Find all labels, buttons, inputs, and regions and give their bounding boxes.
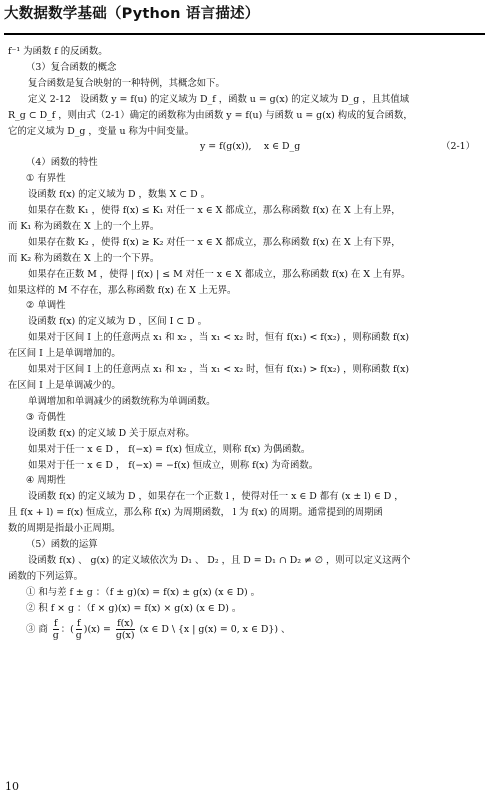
body-line: 在区间 I 上是单调减少的。 [8,380,121,392]
body-line: 如果存在数 K₁ ，使得 f(x) ≤ K₁ 对任一 x ∈ X 都成立，那么称函数 f(x) 在 X 上有上界， [28,205,401,217]
page-body [8,44,481,642]
equation-2-1 [8,139,481,155]
section-heading: （4）函数的特性 [26,157,98,169]
body-line: 设函数 f(x) 的定义域 D 关于原点对称。 [28,427,195,439]
fraction-f-over-g [53,618,59,641]
fraction-denominator: g [75,629,82,641]
body-line: 且 f(x + l) = f(x) 恒成立，那么称 f(x) 为周期函数， l 为 f(x) 的周期。通常提到的周期函 [8,507,383,519]
operation-line: ② 积 f × g ：（f × g)(x) = f(x) × g(x) (x ∈ D) 。 [26,602,242,614]
section-heading: （3）复合函数的概念 [26,61,117,73]
body-line: 如果对于任一 x ∈ D ， f(−x) = −f(x) 恒成立，则称 f(x) 为奇函数。 [28,459,319,471]
subsection-heading: ③ 奇偶性 [26,411,66,423]
fraction-numerator: f [77,617,81,629]
definition-line: 它的定义域为 D_g ，变量 u 称为中间变量。 [8,125,195,137]
definition-line: 定义 2-12 设函数 y = f(u) 的定义域为 D_f ，函数 u = g(x) 的定义域为 D_g ，且其值域 [28,93,410,105]
fraction-fx-over-gx [116,618,135,641]
operation-line: ① 和与差 f ± g ：（f ± g)(x) = f(x) ± g(x) (x ∈ D) 。 [26,586,260,598]
body-line: 如果存在正数 M ，使得 | f(x) | ≤ M 对任一 x ∈ X 都成立，那么称函数 f(x) 在 X 上有界。 [28,268,411,280]
quotient-operation [8,617,481,642]
body-line: 函数的下列运算。 [8,570,84,582]
body-line: 单调增加和单调减少的函数统称为单调函数。 [28,395,216,407]
subsection-heading: ① 有界性 [26,173,66,185]
body-line: 设函数 f(x) 的定义域为 D ，数集 X ⊂ D 。 [28,189,210,201]
body-line: 而 K₁ 称为函数在 X 上的一个上界。 [8,220,160,232]
header-title: 大数据数学基础（Python 语言描述） [4,6,260,22]
body-line: 如果存在数 K₂ ，使得 f(x) ≥ K₂ 对任一 x ∈ X 都成立，那么称函数 f(x) 在 X 上有下界， [28,236,401,248]
fraction-f-over-g-inner [76,618,82,641]
body-line: 设函数 f(x) 、 g(x) 的定义域依次为 D₁ 、 D₂ ，且 D = D₁ ∩ D₂ ≠ ∅ ，则可以定义这两个 [28,554,411,566]
equation-number: （2-1） [441,141,475,153]
body-line: 如果对于任一 x ∈ D ， f(−x) = f(x) 恒成立，则称 f(x) 为偶函数。 [28,443,311,455]
fraction-numerator: f(x) [117,617,134,629]
equation-formula: y = f(g(x)), x ∈ D_g [200,141,301,153]
body-line: f⁻¹ 为函数 f 的反函数。 [8,46,108,57]
fraction-denominator: g(x) [115,629,135,641]
body-line: 如果这样的 M 不存在，那么称函数 f(x) 在 X 上无界。 [8,284,237,296]
page-number: 10 [5,780,19,793]
body-line: 复合函数是复合映射的一种特例，其概念如下。 [28,77,225,89]
quotient-equals: )(x) = [83,623,111,635]
header-rule [4,33,485,35]
definition-line: R_g ⊂ D_f ，则由式（2-1）确定的函数称为由函数 y = f(u) 与函数 u = g(x) 构成的复合函数， [8,109,413,121]
body-line: 如果对于区间 I 上的任意两点 x₁ 和 x₂ ，当 x₁ < x₂ 时，恒有 f(x₁) < f(x₂) ，则称函数 f(x) [28,332,410,344]
body-line: 而 K₂ 称为函数在 X 上的一个下界。 [8,252,160,264]
page-header [4,2,485,30]
subsection-heading: ② 单调性 [26,300,66,312]
body-line: 在区间 I 上是单调增加的。 [8,348,121,360]
fraction-denominator: g [52,629,59,641]
body-line: 数的周期是指最小正周期。 [8,523,121,535]
quotient-domain: (x ∈ D \ {x | g(x) = 0, x ∈ D}) 、 [139,623,291,635]
quotient-colon: ：( [60,623,74,635]
body-line: 设函数 f(x) 的定义域为 D ，区间 I ⊂ D 。 [28,316,208,328]
body-line: 如果对于区间 I 上的任意两点 x₁ 和 x₂ ，当 x₁ < x₂ 时，恒有 f(x₁) > f(x₂) ，则称函数 f(x) [28,364,410,376]
section-heading: （5）函数的运算 [26,539,98,551]
fraction-numerator: f [53,617,58,629]
body-line: 设函数 f(x) 的定义域为 D ，如果存在一个正数 l ，使得对任一 x ∈ D 都有 (x ± l) ∈ D ， [28,491,404,503]
quotient-prefix: ③ 商 [26,623,48,635]
subsection-heading: ④ 周期性 [26,475,66,487]
